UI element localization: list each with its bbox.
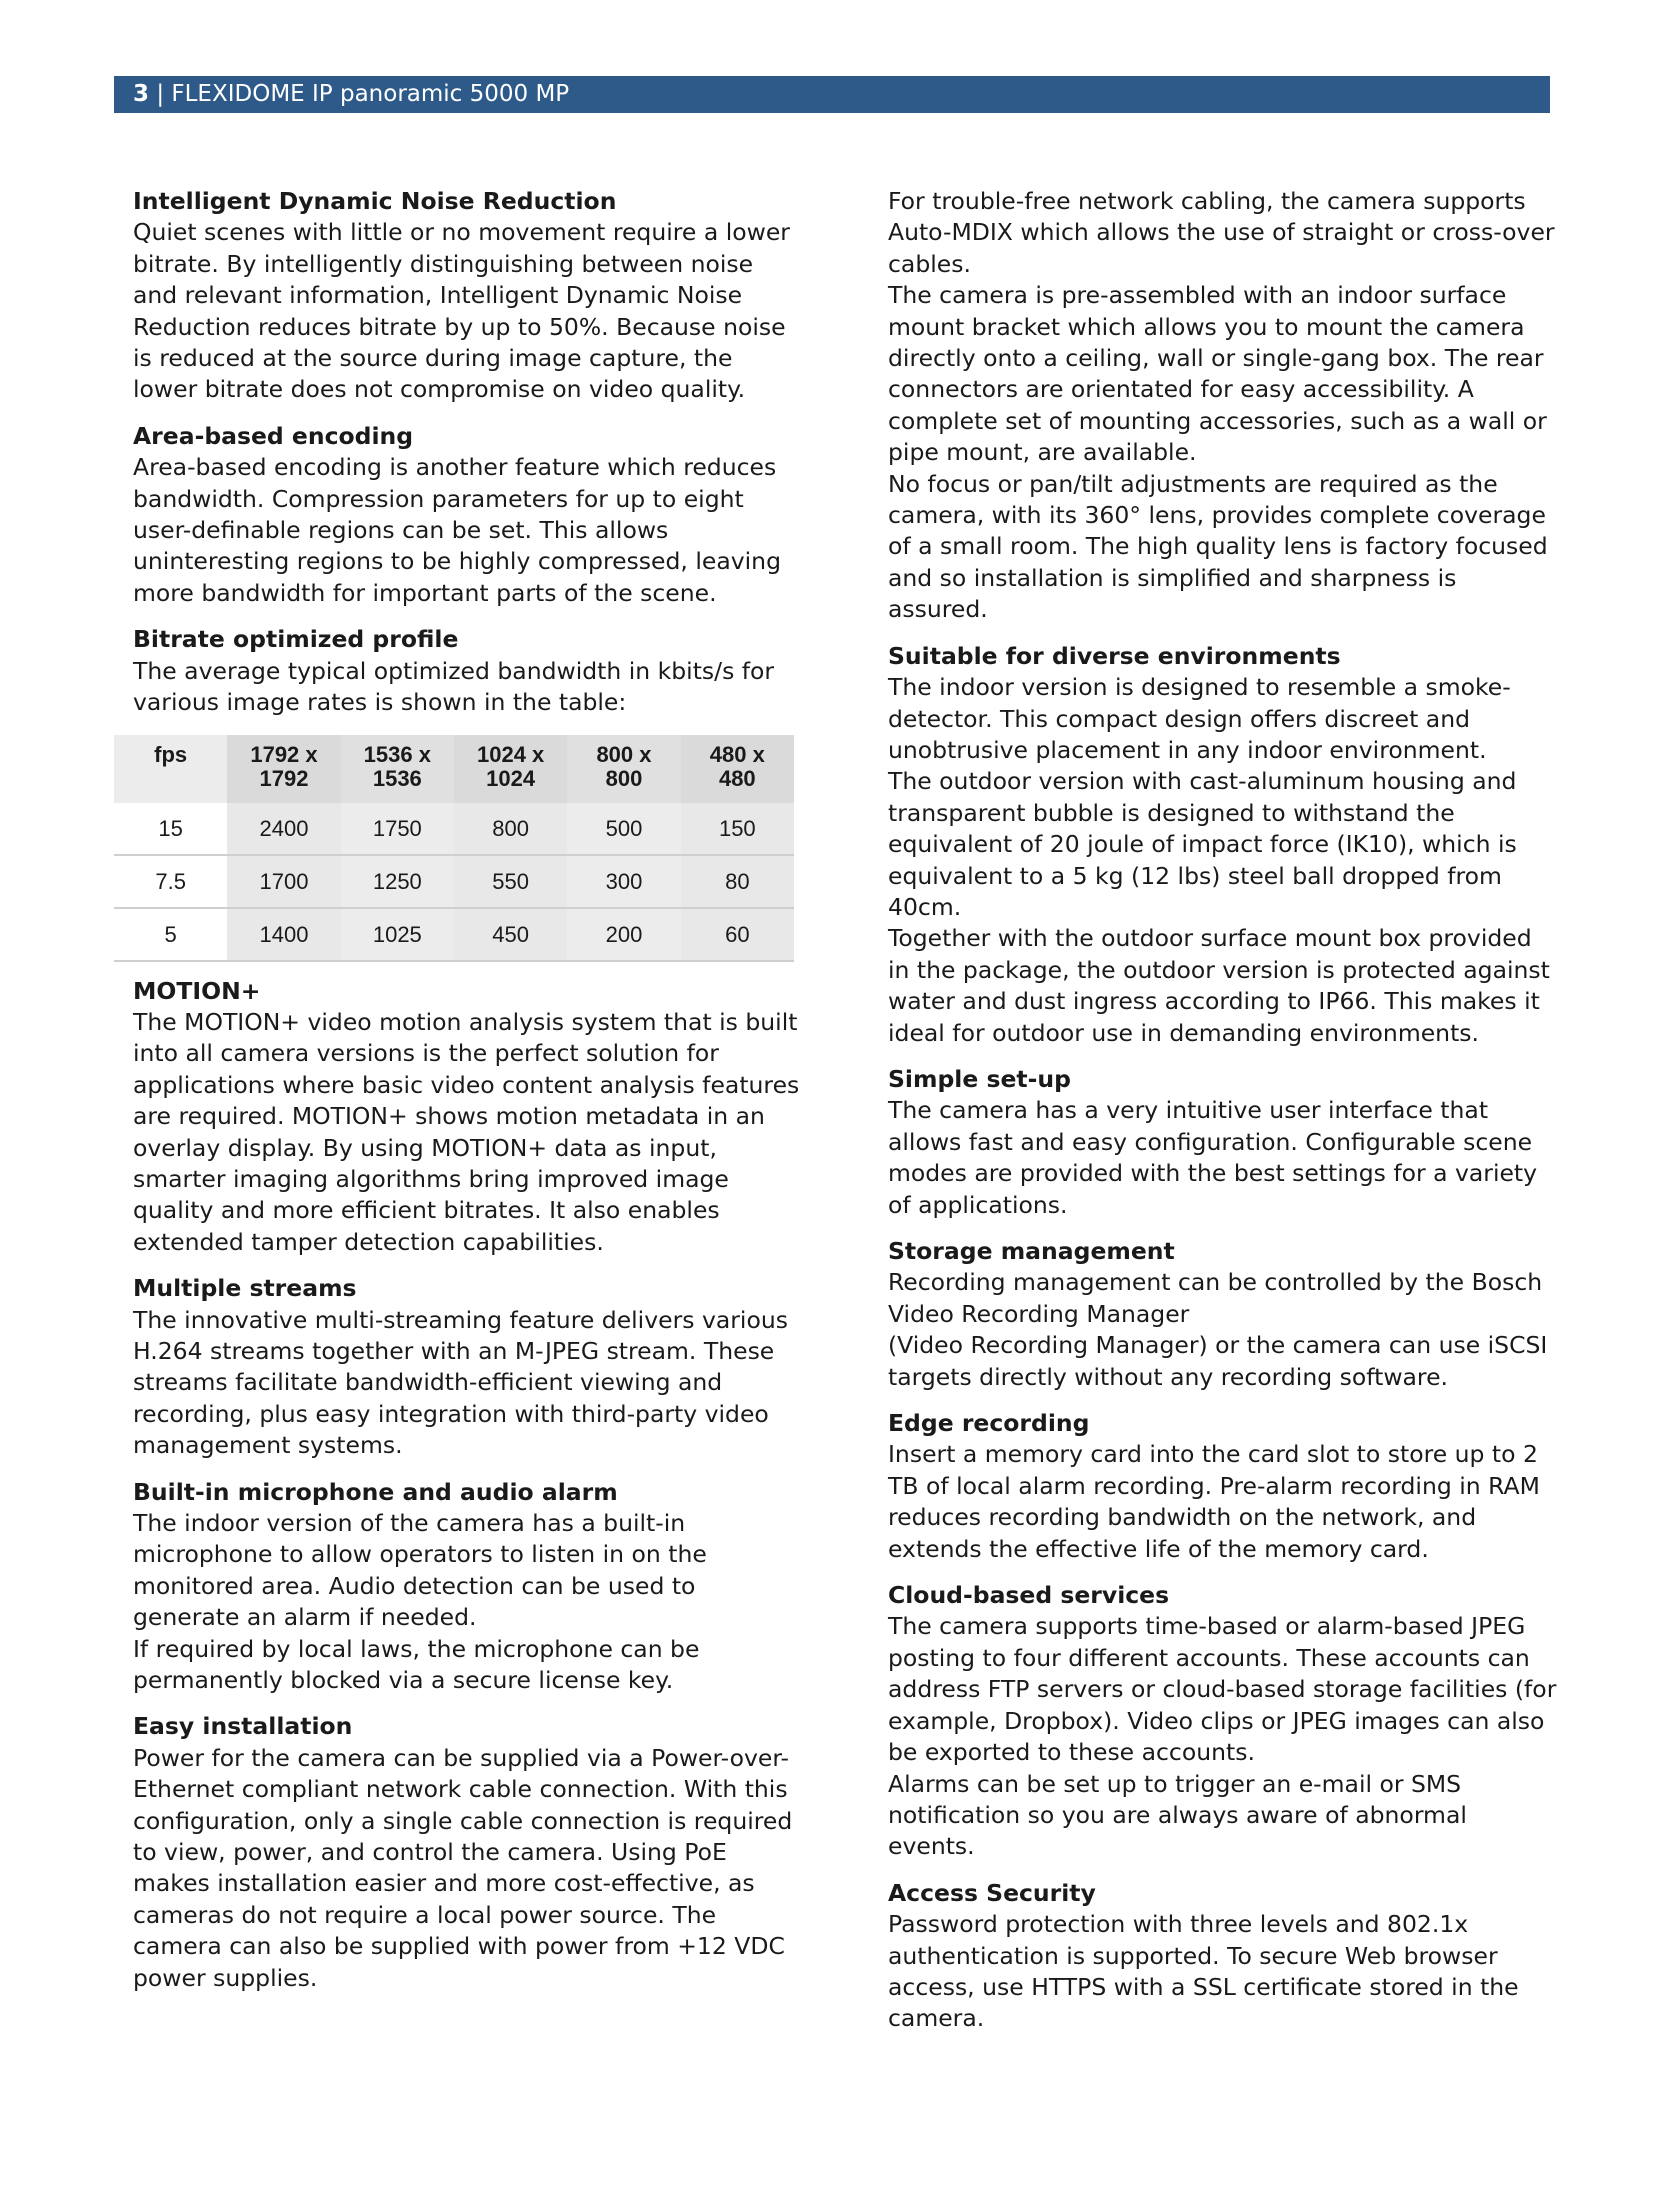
section-idnr bbox=[133, 186, 801, 406]
section-multiple-streams bbox=[133, 1273, 801, 1461]
section-heading: Cloud-based services bbox=[888, 1581, 1170, 1610]
table-cell: 60 bbox=[681, 908, 794, 961]
table-cell: 200 bbox=[567, 908, 680, 961]
table-cell: 15 bbox=[114, 803, 227, 855]
left-column bbox=[133, 186, 801, 2009]
table-cell: 7.5 bbox=[114, 855, 227, 908]
right-column bbox=[888, 186, 1558, 2050]
table-cell: 550 bbox=[454, 855, 567, 908]
table-cell: 800 bbox=[454, 803, 567, 855]
section-body: The MOTION+ video motion analysis system that is built into all camera versions is the perfect solution for applications where basic video content analysis features are required. MOTION+ shows motion metadata in an overlay display. By using MOTION+ data as input, smarter imaging algorithms bring improved image quality and more efficient bitrates. It also enables extended tamper detection capabilities. bbox=[133, 1007, 800, 1256]
table-cell: 450 bbox=[454, 908, 567, 961]
column-header-text: 480 x 480 bbox=[709, 741, 765, 791]
table-cell: 500 bbox=[567, 803, 680, 855]
section-easy-installation bbox=[133, 1711, 801, 1994]
page-header bbox=[114, 76, 1550, 113]
bitrate-table bbox=[114, 735, 794, 962]
section-body: The outdoor version with cast-aluminum housing and transparent bubble is designed to withstand the equivalent of 20 joule of impact force (IK10), which is equivalent to a 5 kg (12 lbs) steel ball dropped from 40cm. bbox=[888, 767, 1517, 921]
section-motion-plus bbox=[133, 976, 801, 1259]
table-cell: 5 bbox=[114, 908, 227, 961]
table-cell: 150 bbox=[681, 803, 794, 855]
column-header: fps bbox=[114, 735, 227, 803]
column-header bbox=[454, 735, 567, 803]
section-access-security bbox=[888, 1878, 1558, 2035]
section-heading: MOTION+ bbox=[133, 976, 261, 1005]
section-body: For trouble-free network cabling, the camera supports Auto-MDIX which allows the use of straight or cross-over cables. bbox=[888, 187, 1555, 278]
header-separator: | bbox=[149, 81, 172, 107]
section-body: (Video Recording Manager) or the camera can use iSCSI targets directly without any recording software. bbox=[888, 1331, 1548, 1391]
section-heading: Storage management bbox=[888, 1237, 1175, 1265]
table-cell: 1700 bbox=[227, 855, 340, 908]
column-header-text: 1792 x 1792 bbox=[250, 741, 318, 791]
document-title: FLEXIDOME IP panoramic 5000 MP bbox=[171, 81, 570, 107]
section-body: If required by local laws, the microphone can be permanently blocked via a secure license key. bbox=[133, 1634, 700, 1695]
table-row bbox=[114, 803, 794, 855]
section-heading: Multiple streams bbox=[133, 1274, 357, 1303]
table-header-row bbox=[114, 735, 794, 803]
bitrate-table-wrapper bbox=[114, 735, 794, 962]
section-body: The indoor version of the camera has a built-in microphone to allow operators to listen in on the monitored area. Audio detection can be used to generate an alarm if needed. bbox=[133, 1509, 707, 1632]
section-heading: Suitable for diverse environments bbox=[888, 641, 1341, 670]
section-body: The camera supports time-based or alarm-based JPEG posting to four different accounts. These accounts can address FTP servers or cloud-based storage facilities (for example, Dropbox). Video clips or JPEG images can also be exported to these accounts. bbox=[888, 1612, 1557, 1767]
section-body: The indoor version is designed to resemble a smoke-detector. This compact design offers discreet and unobtrusive placement in any indoor environment. bbox=[888, 673, 1511, 764]
section-heading: Area-based encoding bbox=[133, 421, 414, 450]
table-cell: 300 bbox=[567, 855, 680, 908]
table-cell: 80 bbox=[681, 855, 794, 908]
table-cell: 1400 bbox=[227, 908, 340, 961]
section-heading: Built-in microphone and audio alarm bbox=[133, 1477, 618, 1506]
section-area-encoding bbox=[133, 421, 801, 609]
section-edge-recording bbox=[888, 1408, 1558, 1565]
table-row bbox=[114, 855, 794, 908]
section-body: The average typical optimized bandwidth in kbits/s for various image rates is shown in the table: bbox=[133, 656, 775, 717]
column-header-text: 800 x 800 bbox=[596, 741, 652, 791]
section-heading: Easy installation bbox=[133, 1712, 353, 1741]
column-header-text: 1024 x 1024 bbox=[477, 741, 545, 791]
section-microphone bbox=[133, 1477, 801, 1697]
section-body: Area-based encoding is another feature which reduces bandwidth. Compression parameters for up to eight user-definable regions can be set. This allows uninteresting regions to be highly compressed, leaving more bandwidth for important parts of the scene. bbox=[133, 453, 781, 607]
section-heading: Intelligent Dynamic Noise Reduction bbox=[133, 187, 617, 215]
section-body: Password protection with three levels and 802.1x authentication is supported. To secure Web browser access, use HTTPS with a SSL certificate stored in the camera. bbox=[888, 1910, 1519, 2033]
table-cell: 2400 bbox=[227, 803, 340, 855]
section-cabling-mounting bbox=[888, 186, 1558, 626]
section-heading: Access Security bbox=[888, 1878, 1096, 1907]
column-header bbox=[681, 735, 794, 803]
section-body: No focus or pan/tilt adjustments are required as the camera, with its 360° lens, provides complete coverage of a small room. The high quality lens is factory focused and so installation is simplified and sharpness is assured. bbox=[888, 469, 1548, 624]
section-body: The camera has a very intuitive user interface that allows fast and easy configuration. Configurable scene modes are provided with the best settings for a variety of applications. bbox=[888, 1096, 1538, 1219]
page-number: 3 bbox=[133, 81, 150, 107]
section-heading: Edge recording bbox=[888, 1409, 1090, 1438]
section-body: Recording management can be controlled by the Bosch Video Recording Manager bbox=[888, 1268, 1543, 1328]
column-header bbox=[227, 735, 340, 803]
column-header bbox=[567, 735, 680, 803]
section-body: Together with the outdoor surface mount box provided in the package, the outdoor version is protected against water and dust ingress according to IP66. This makes it ideal for outdoor use in demanding environments. bbox=[888, 924, 1550, 1047]
column-header bbox=[341, 735, 454, 803]
section-body: Insert a memory card into the card slot to store up to 2 TB of local alarm recording. Pre-alarm recording in RAM reduces recording bandwidth on the network, and extends the effective life of the memory card. bbox=[888, 1440, 1540, 1563]
section-body: The innovative multi-streaming feature delivers various H.264 streams together with an M-JPEG stream. These streams facilitate bandwidth-efficient viewing and recording, plus easy integration with third-party video management systems. bbox=[133, 1305, 788, 1460]
section-body: Alarms can be set up to trigger an e-mail or SMS notification so you are always aware of abnormal events. bbox=[888, 1769, 1467, 1861]
section-body: Power for the camera can be supplied via a Power-over-Ethernet compliant network cable connection. With this configuration, only a single cable connection is required to view, power, and control the camera. Using PoE makes installation easier and more cost-effective, as cameras do not require a local power source. The camera can also be supplied with power from +12 VDC power supplies. bbox=[133, 1743, 793, 1992]
table-cell: 1025 bbox=[341, 908, 454, 961]
section-simple-setup bbox=[888, 1064, 1558, 1221]
table-row bbox=[114, 908, 794, 961]
table-cell: 1750 bbox=[341, 803, 454, 855]
section-bitrate-profile bbox=[133, 624, 801, 718]
section-cloud-services bbox=[888, 1580, 1558, 1863]
section-body: Quiet scenes with little or no movement require a lower bitrate. By intelligently distinguishing between noise and relevant information, Intelligent Dynamic Noise Reduction reduces bitrate by up to 50%. Because noise is reduced at the source during image capture, the lower bitrate does not compromise on video quality. bbox=[133, 218, 790, 404]
column-header-text: 1536 x 1536 bbox=[363, 741, 431, 791]
section-storage-management bbox=[888, 1236, 1558, 1393]
section-environments bbox=[888, 641, 1558, 1049]
section-heading: Simple set-up bbox=[888, 1064, 1071, 1093]
section-heading: Bitrate optimized profile bbox=[133, 625, 459, 654]
section-body: The camera is pre-assembled with an indoor surface mount bracket which allows you to mount the camera directly onto a ceiling, wall or single-gang box. The rear connectors are orientated for easy accessibility. A complete set of mounting accessories, such as a wall or pipe mount, are available. bbox=[888, 281, 1547, 467]
table-cell: 1250 bbox=[341, 855, 454, 908]
